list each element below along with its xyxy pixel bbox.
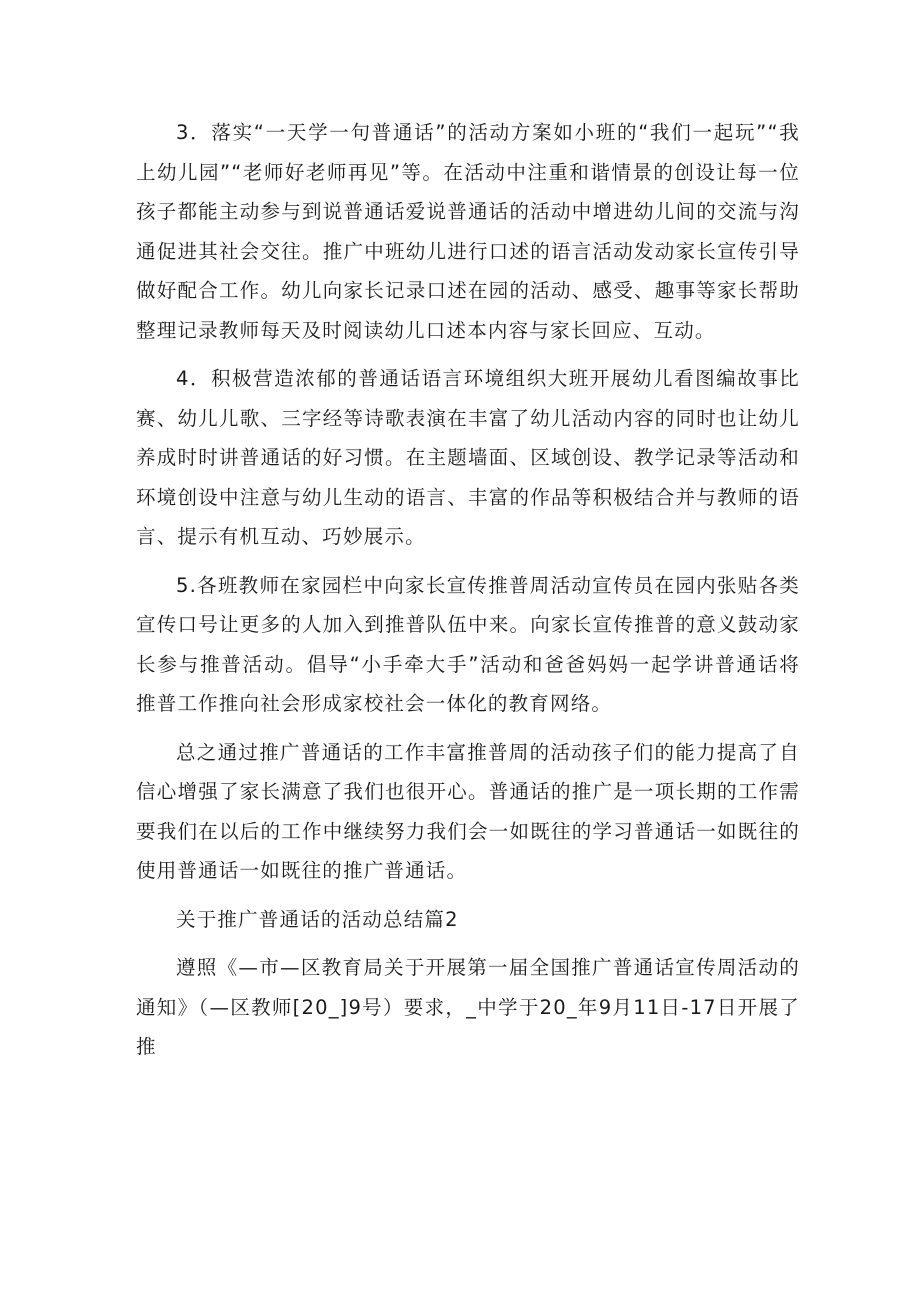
section-heading: 关于推广普通话的活动总结篇2	[176, 907, 459, 931]
paragraph-item-5: 5.各班教师在家园栏中向家长宣传推普周活动宣传员在园内张贴各类宣传口号让更多的人加入到推普队伍中来。向家长宣传推普的意义鼓动家长参与推普活动。倡导“小手牵大手”活动和爸爸妈妈一起学讲普通话将推普工作推向社会形成家校社会一体化的教育网络。	[136, 573, 800, 715]
intro-paragraph: 遵照《—市—区教育局关于开展第一届全国推广普通话宣传周活动的通知》（—区教师[20_]9号）要求，_中学于20_年9月11日-17日开展了推	[136, 956, 800, 1058]
summary-paragraph: 总之通过推广普通话的工作丰富推普周的活动孩子们的能力提高了自信心增强了家长满意了我们也很开心。普通话的推广是一项长期的工作需要我们在以后的工作中继续努力我们会一如既往的学习普通话一如既往的使用普通话一如既往的推广普通话。	[136, 740, 800, 882]
paragraph-item-3: 3．落实“一天学一句普通话”的活动方案如小班的“我们一起玩”“我上幼儿园”“老师好老师再见”等。在活动中注重和谐情景的创设让每一位孩子都能主动参与到说普通话爱说普通话的活动中增进幼儿间的交流与沟通促进其社会交往。推广中班幼儿进行口述的语言活动发动家长宣传引导做好配合工作。幼儿向家长记录口述在园的活动、感受、趣事等家长帮助整理记录教师每天及时阅读幼儿口述本内容与家长回应、互动。	[136, 121, 800, 342]
paragraph-item-4: 4．积极营造浓郁的普通话语言环境组织大班开展幼儿看图编故事比赛、幼儿儿歌、三字经等诗歌表演在丰富了幼儿活动内容的同时也让幼儿养成时时讲普通话的好习惯。在主题墙面、区域创设、教学记录等活动和环境创设中注意与幼儿生动的语言、丰富的作品等积极结合并与教师的语言、提示有机互动、巧妙展示。	[136, 367, 800, 548]
document-body	[136, 113, 800, 1076]
